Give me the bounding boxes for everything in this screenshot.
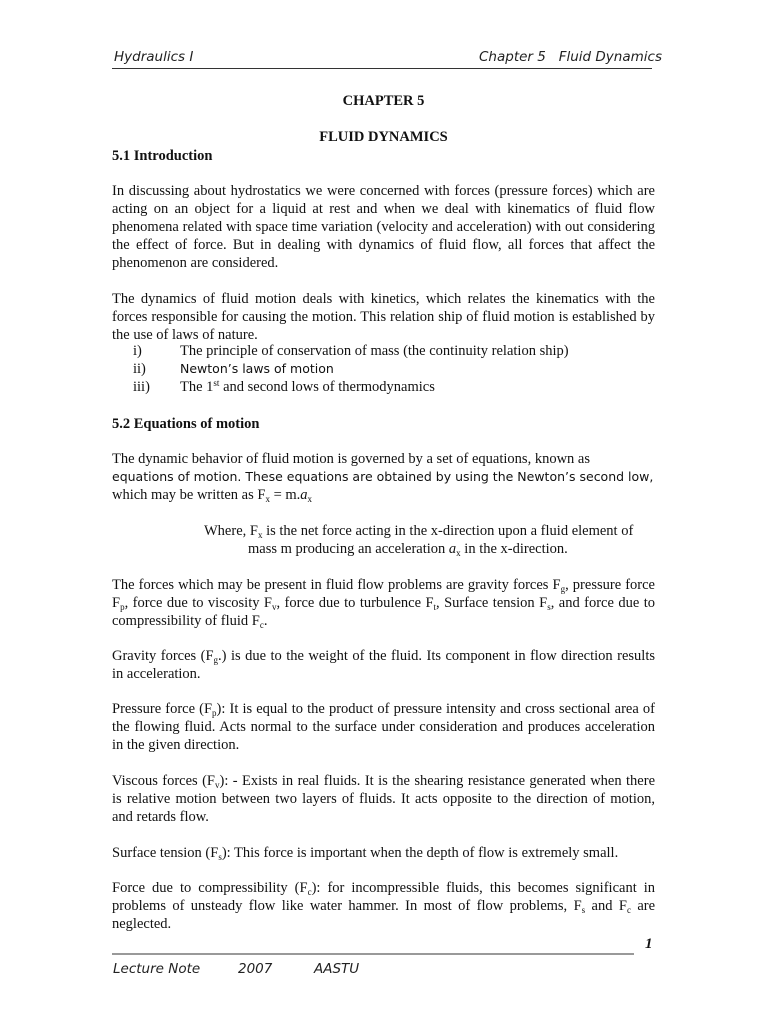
header-chapter: Chapter 5 Fluid Dynamics bbox=[479, 49, 662, 65]
chapter-number: CHAPTER 5 bbox=[342, 93, 425, 109]
forces-paragraph: The forces which may be present in fluid flow problems are gravity forces $F_g$, pressure force $F_p$, force due to viscosity $F_v$, force due to turbulence $F_t$, Surface tension $F_s$, and force due to compressibility of fluid $F_c$. bbox=[112, 577, 655, 630]
header-rule bbox=[112, 68, 652, 69]
footer-institution: AASTU bbox=[314, 961, 360, 977]
list-number: i) bbox=[133, 343, 142, 359]
list-text: Newton’s laws of motion bbox=[180, 361, 334, 376]
list-number: iii) bbox=[133, 379, 150, 395]
where-line-1: Where, $F_x$ is the net force acting in the x-direction upon a fluid element of bbox=[204, 523, 634, 540]
gravity-paragraph: Gravity forces $(F_g.)$ is due to the weight of the fluid. Its component in flow direction results in acceleration. bbox=[112, 648, 655, 682]
footer-year: 2007 bbox=[238, 961, 273, 977]
list-text: The 1st and second lows of thermodynamics bbox=[180, 378, 435, 395]
section-heading-intro: 5.1 Introduction bbox=[112, 148, 213, 164]
list-text: The principle of conservation of mass (the continuity relation ship) bbox=[180, 343, 569, 359]
equations-line-3: which may be written as $F_x = m.a_x$ bbox=[112, 487, 313, 504]
chapter-title: FLUID DYNAMICS bbox=[319, 129, 448, 145]
header-course: Hydraulics I bbox=[114, 49, 194, 65]
intro-paragraph-2: The dynamics of fluid motion deals with kinetics, which relates the kinematics with the forces responsible for causing the motion. This relation ship of fluid motion is established by the use of laws of nature. bbox=[112, 291, 655, 343]
where-line-2: mass m producing an acceleration $a_x$ in the x-direction. bbox=[248, 541, 568, 558]
equations-line-2: equations of motion. These equations are obtained by using the Newton’s second low, bbox=[112, 469, 654, 484]
page-number: 1 bbox=[645, 936, 653, 952]
footer-rule bbox=[112, 953, 634, 955]
footer-lecture-note: Lecture Note bbox=[113, 961, 201, 977]
intro-paragraph-1: In discussing about hydrostatics we were concerned with forces (pressure forces) which are acting on an object for a liquid at rest and when we deal with kinematics of fluid flow phenomena related with space time variation (velocity and acceleration) with out considering the effect of force. But in dealing with dynamics of fluid flow, all forces that affect the phenomenon are considered. bbox=[112, 183, 655, 271]
viscous-paragraph: Viscous forces $(F_v)$: - Exists in real fluids. It is the shearing resistance generated when there is relative motion between two layers of fluids. It acts opposite to the direction of motion, and retards flow. bbox=[112, 773, 656, 825]
equations-line-1: The dynamic behavior of fluid motion is governed by a set of equations, known as bbox=[112, 451, 590, 467]
compressibility-paragraph: Force due to compressibility $(F_c)$: for incompressible fluids, this becomes significant in problems of unsteady flow like water hammer. In most of flow problems, $F_s$ and $F_c$ are neglected. bbox=[112, 880, 656, 932]
pressure-paragraph: Pressure force $(F_p)$: It is equal to the product of pressure intensity and cross sectional area of the flowing fluid. Acts normal to the surface under consideration and produces acceleration in the given direction. bbox=[112, 701, 655, 753]
list-number: ii) bbox=[133, 361, 146, 377]
surface-tension-paragraph: Surface tension $(F_s)$: This force is important when the depth of flow is extremely small. bbox=[112, 845, 619, 862]
section-heading-equations: 5.2 Equations of motion bbox=[112, 416, 260, 432]
